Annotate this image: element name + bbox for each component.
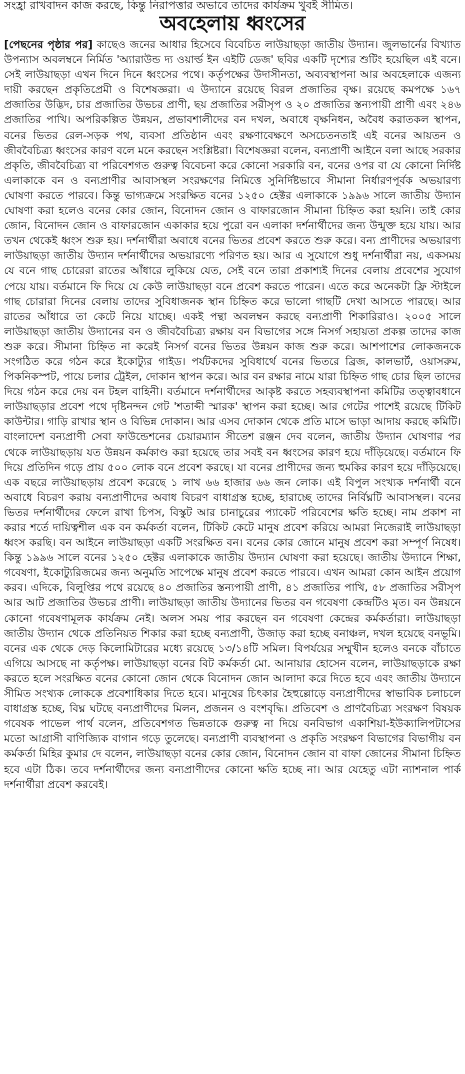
article-body — [4, 38, 461, 1072]
previous-article-fragment: সংহ্রা রাখবাদন কাজ করছে, কিন্তু নিরাপত্তার অভাবে তাদের কার্যক্রম খুবই সীমিত। — [4, 0, 353, 12]
article-headline: অবহেলায় ধ্বংসের — [159, 11, 306, 35]
continued-from-label: [পেছনের পৃষ্ঠার পর] — [4, 39, 93, 51]
article-text: কাছেও জনের আধার হিসেবে বিবেচিত লাউয়াছড়া জাতীয় উদ্যান। জুলভার্নের বিখ্যাত উপন্যাস অবলম্বনে নির্মিত 'অ্যারাউন্ড দ্য ওয়ার্ল্ড ইন এইটি ডেজ' ছবির একটি দৃশ্যের শুটিং হয়েছিল এই বনে। সেই লাউয়াছড়া এখন দিনে দিনে ধ্বংসের পথে। কর্তৃপক্ষের উদাসীনতা, অব্যবস্থাপনা আর অবহেলাকে এজন্য দায়ী করছেন প্রকৃতিপ্রেমী ও বিশেষজ্ঞরা। এ উদ্যানে রয়েছে বিরল প্রজাতির বৃক্ষ। রয়েছে কমপক্ষে ১৬৭ প্রজাতির উদ্ভিদ, চার প্রজাতির উভচর প্রাণী, ছয় প্রজাতির সরীসৃপ ও ২০ প্রজাতির স্তন্যপায়ী প্রাণী এবং ২৪৬ প্রজাতির পাখি। অপরিকল্পিত উন্নয়ন, প্রভাবশালীদের বন দখল, অবাধে বৃক্ষনিধন, অবৈধ করাতকল স্থাপন, বনের ভিতর রেল-সড়ক পথ, ব্যবসা প্রতিষ্ঠান এবং রক্ষণাবেক্ষণে অসচেতনতাই এই বনের আয়তন ও জীববৈচিত্র্য ধ্বংসের কারণ বলে মনে করছেন সংশ্লিষ্টরা। বিশেষজ্ঞরা বলেন, বন্যপ্রাণী আইনে বলা আছে সরকার প্রকৃতি, জীববৈচিত্র্য বা পরিবেশগত গুরুত্ব বিবেচনা করে কোনো সরকারি বন, বনের ওপর বা যে কোনো নির্দিষ্ট এলাকাকে বন ও বন্যপ্রাণীর আবাসস্থল সংরক্ষণের নিমিত্তে সুনির্দিষ্টভাবে সীমানা নির্ধারণপূর্বক অভয়ারণ্য ঘোষণা করতে পারবে। কিন্তু ভাগ্যক্রমে সংরক্ষিত বনের ১২৫০ হেক্টর এলাকাকে ১৯৯৬ সালে জাতীয় উদ্যান ঘোষণা করা হলেও বনের কোর জোন, বিনোদন জোন ও বাফারজোন সীমানা চিহ্নিত করা হয়নি। তাই কোর জোন, বিনোদন জোন ও বাফারজোন একাকার হয়ে পুরো বন এলাকা দর্শনার্থীদের জন্য উন্মুক্ত হয়ে যায়। আর তখন থেকেই ধ্বংস শুরু হয়। দর্শনার্থীরা অবাধে বনের ভিতর প্রবেশ করতে শুরু করে। বন্য প্রাণীদের অভয়ারণ্য লাউয়াছড়া জাতীয় উদ্যান দর্শনার্থীদের অভয়ারণ্যে পরিণত হয়। আর এ সুযোগে শুধু দর্শনার্থীরা নয়, একসময় যে বনে গাছ চোরেরা রাতের আঁধারে লুকিয়ে যেত, সেই বনে তারা প্রকাশ্যই দিনের বেলায় প্রবেশের সুযোগ পেয়ে যায়। বর্তমানে ফি দিয়ে যে কেউ লাউয়াছড়া বনে প্রবেশ করতে পারেন। এতে করে অনেকটা ফ্রি স্টাইলে গাছ চোরারা দিনের বেলায় তাদের সুবিধাজনক স্থান চিহ্নিত করে ভালো গাছটি দেখা আসতে পারছে। আর রাতের আঁধারে তা কেটে নিয়ে যাচ্ছে। একই পন্থা অবলম্বন করছে বন্যপ্রাণী শিকারিরাও। ২০০৫ সালে লাউয়াছড়া জাতীয় উদ্যানের বন ও জীববৈচিত্র্য রক্ষায় বন বিভাগের সঙ্গে নিসর্গ সহায়তা প্রকল্প তাদের কাজ শুরু করে। সীমানা চিহ্নিত না করেই নিসর্গ বনের ভিতর উন্নয়ন কাজ শুরু করে। আশপাশের লোকজনকে সংগঠিত করে গঠন করে ইকোট্যুর গাইড। পর্যটকদের সুবিধার্থে বনের ভিতরে ব্রিজ, কালভার্ট, ওয়াসরুম, পিকনিকস্পট, পায়ে চলার ট্রেইল, দোকান স্থাপন করে। আর বন রক্ষার নামে যারা চিহ্নিত গাছ চোর ছিল তাদের দিয়ে গঠন করে দেয় বন টহল বাহিনী। বর্তমানে দর্শনার্থীদের আকৃষ্ট করতে সহব্যবস্থাপনা কমিটির তত্ত্বাবধানে লাউয়াছড়ার প্রবেশ পথে দৃষ্টিনন্দন গেট 'শতাব্দী স্মারক' স্থাপন করা হচ্ছে। আর গেটের পাশেই রয়েছে টিকিট কাউন্টার। গাড়ি রাখার স্থান ও বিভিন্ন দোকান। আর এসব দোকান থেকে প্রতি মাসে ভাড়া আদায় করছে কমিটি। বাংলাদেশ বন্যপ্রাণী সেবা ফাউন্ডেশনের চেয়ারম্যান সীতেশ রঞ্জন দেব বলেন, জাতীয় উদ্যান ঘোষণার পর থেকে লাউয়াছড়ায় যত উন্নয়ন কর্মকাণ্ড করা হয়েছে তার সবই বন ধ্বংসের কারণ হয়ে দাঁড়িয়েছে। বর্তমানে ফি দিয়ে প্রতিদিন গড়ে প্রায় ৫০০ লোক বনে প্রবেশ করছে। যা বনের প্রাণীদের জন্য হুমকির কারণ হয়ে দাঁড়িয়েছে। এক বছরে লাউয়াছড়ায় প্রবেশ করেছে ১ লাখ ৬৬ হাজার ৬৬ জন লোক। এই বিপুল সংখ্যক দর্শনার্থী বনে অবাধে বিচরণ করায় বন্যপ্রাণীদের অবাধ বিচরণ বাধাগ্রস্ত হচ্ছে, হারাচ্ছে তাদের নির্বিঘ্নটি আবাসস্থল। বনের ভিতর দর্শনার্থীদের ফেলে রাখা চিপস, বিস্কুট আর চানাচুরের প্যাকেট পরিবেশের ক্ষতি হচ্ছে। নাম প্রকাশ না করার শর্তে দায়িত্বশীল এক বন কর্মকর্তা বলেন, টিকিট কেটে মানুষ প্রবেশ করিয়ে আমরা নিজেরাই লাউয়াছড়া ধ্বংস করছি। বন আইনে লাউয়াছড়া একটি সংরক্ষিত বন। বনের কোর জোনে মানুষ প্রবেশ করা সম্পূর্ণ নিষেধ। কিন্তু ১৯৯৬ সালে বনের ১২৫০ হেক্টর এলাকাকে জাতীয় উদ্যান ঘোষণা করা হয়েছে। জাতীয় উদ্যানে শিক্ষা, গবেষণা, ইকোট্যুরিজমের জন্য অনুমতি সাপেক্ষে মানুষ প্রবেশ করতে পারবে। এখন আমরা কোন আইন প্রয়োগ করব। এদিকে, বিলুপ্তির পথে রয়েছে ৪০ প্রজাতির স্তন্যপায়ী প্রাণী, ৪১ প্রজাতির পাখি, ৫৮ প্রজাতির সরীসৃপ আর আট প্রজাতির উভচর প্রাণী। লাউয়াছড়া জাতীয় উদ্যানের ভিতর বন গবেষণা কেন্দ্রটিও মৃত। বন উন্নয়নে কোনো গবেষণামূলক কার্যক্রম নেই। অলস সময় পার করছেন বন গবেষণা কেন্দ্রের কর্মকর্তারা। লাউয়াছড়া জাতীয় উদ্যান থেকে প্রতিনিয়ত শিকার করা হচ্ছে বন্যপ্রাণী, উজাড় করা হচ্ছে বনাঞ্চল, দখল হয়েছে বনভূমি। বনের এক থেকে দেড় কিলোমিটারের মধ্যে রয়েছে ১৩/১৪টি সমিল। বিপর্যয়ের সম্মুখীন হলেও বনকে বাঁচাতে এগিয়ে আসছে না কর্তৃপক্ষ। লাউয়াছড়া বনের বিট কর্মকর্তা মো. আনায়ার হোসেন বলেন, লাউয়াছড়াকে রক্ষা করতে হলে সংরক্ষিত বনের কোনো জোন থেকে বিনোদন জোন আলাদা করে দিতে হবে এবং জাতীয় উদ্যানে সীমিত সংখ্যক লোককে প্রবেশাধিকার দিতে হবে। মানুষের চিৎকার হৈহুল্লোড়ে বন্যপ্রাণীদের স্বাভাবিক চলাচলে বাধাগ্রস্ত হচ্ছে, বিঘ্ন ঘটছে বন্যপ্রাণীদের মিলন, প্রজনন ও বংশবৃদ্ধি। প্রতিবেশ ও প্রাণবৈচিত্র্য সংরক্ষণ বিষয়ক গবেষক পাভেল পার্থ বলেন, প্রতিবেশগত ভিন্নতাকে গুরুত্ব না দিয়ে বনবিভাগ একাশিয়া-ইউক্যালিপটাসের মতো আগ্রাসী বাণিজ্যিক বাগান গড়ে তুলেছে। বন্যপ্রাণী ব্যবস্থাপনা ও প্রকৃতি সংরক্ষণ বিভাগের বিভাগীয় বন কর্মকর্তা মিহির কুমার দে বলেন, লাউয়াছড়া বনের কোর জোন, বিনোদন জোন বা বাফা জোনের সীমানা চিহ্নিত হবে এটা ঠিক। তবে দর্শনার্থীদের জন্য বন্যপ্রাণীদের কোনো ক্ষতি হচ্ছে না। আর যেহেতু এটা ন্যাশনাল পার্ক দর্শনার্থীরা প্রবেশ করবেই। — [4, 39, 461, 791]
